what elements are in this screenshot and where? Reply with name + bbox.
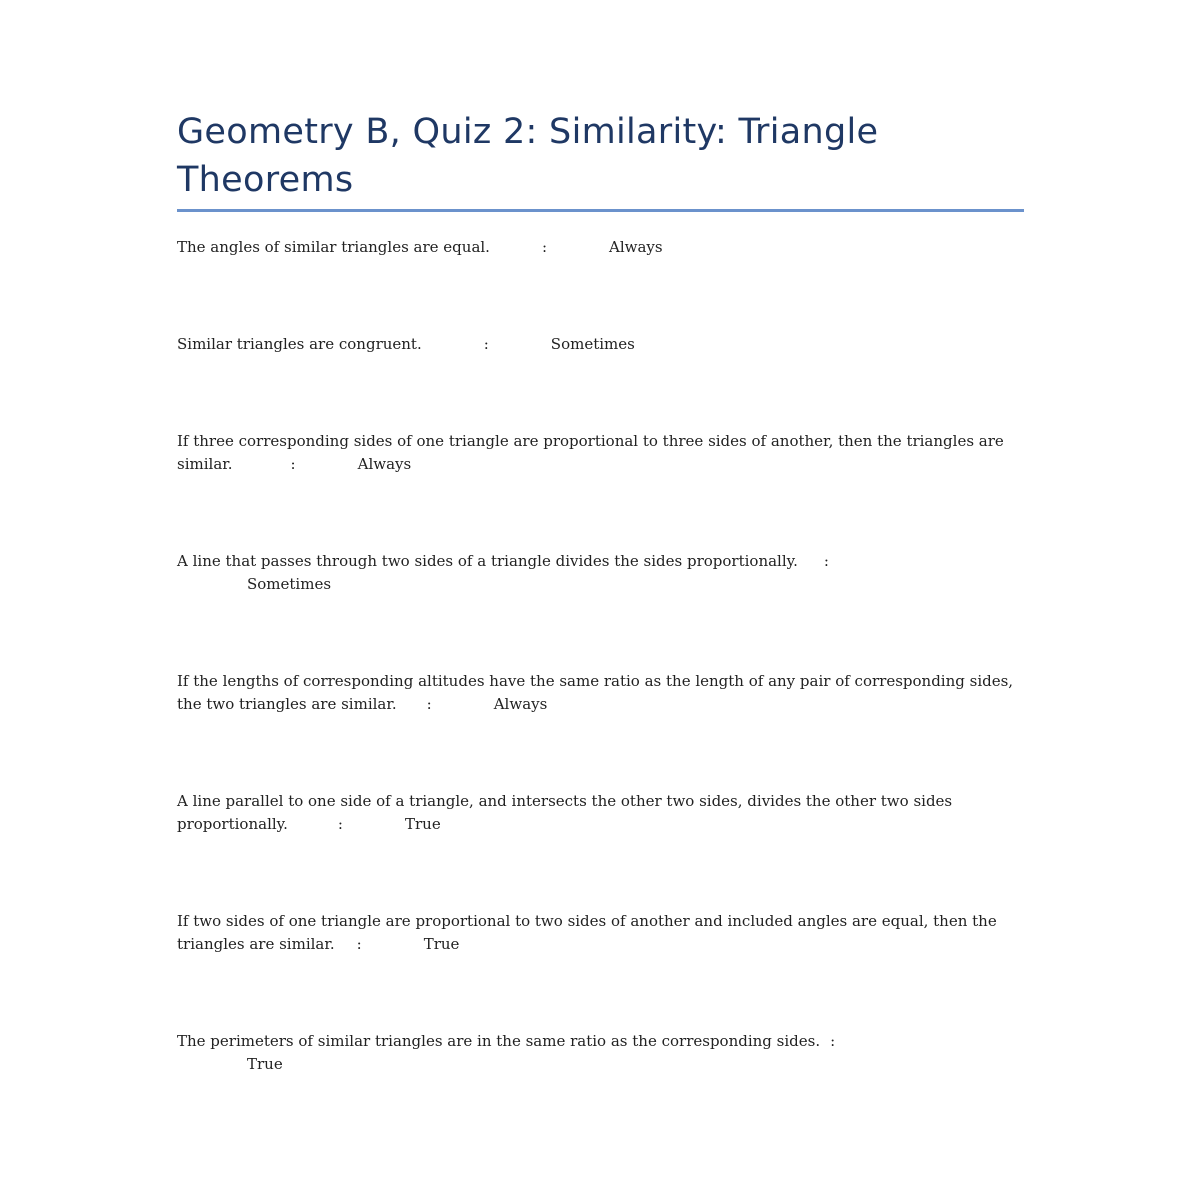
answer-text: Always bbox=[357, 455, 412, 473]
question-item bbox=[177, 1030, 1024, 1076]
page-title: Geometry B, Quiz 2: Similarity: Triangle Theorems bbox=[177, 112, 879, 200]
answer-text: Always bbox=[609, 238, 663, 256]
question-item bbox=[177, 333, 1024, 356]
answer-text: Sometimes bbox=[247, 575, 332, 593]
question-item bbox=[177, 236, 1024, 259]
question-item bbox=[177, 670, 1024, 716]
question-text: The angles of similar triangles are equal. bbox=[177, 238, 490, 256]
question-text: If the lengths of corresponding altitudes have the same ratio as the length of any pair of corresponding sides, the two triangles are similar. bbox=[177, 672, 1014, 713]
answer-separator: : bbox=[426, 695, 432, 713]
question-text: The perimeters of similar triangles are in the same ratio as the corresponding sides. bbox=[177, 1032, 821, 1050]
answer-text: Sometimes bbox=[550, 335, 635, 353]
question-item bbox=[177, 790, 1024, 836]
title-underline bbox=[177, 209, 1024, 212]
question-text: A line that passes through two sides of a triangle divides the sides proportionally. bbox=[177, 552, 798, 570]
document-page bbox=[177, 108, 1024, 1073]
answer-text: True bbox=[404, 815, 441, 833]
answer-separator: : bbox=[823, 552, 829, 570]
question-item bbox=[177, 910, 1024, 956]
answer-separator: : bbox=[337, 815, 343, 833]
answer-text: True bbox=[423, 935, 460, 953]
question-text: Similar triangles are congruent. bbox=[177, 335, 422, 353]
answer-separator: : bbox=[541, 238, 548, 256]
answer-separator: : bbox=[483, 335, 489, 353]
question-text: A line parallel to one side of a triangle, and intersects the other two sides, divides the other two sides proportionally. bbox=[177, 792, 953, 833]
answer-separator: : bbox=[356, 935, 362, 953]
question-item bbox=[177, 550, 1024, 596]
question-item bbox=[177, 430, 1024, 476]
answer-separator: : bbox=[830, 1032, 836, 1050]
question-text: If three corresponding sides of one triangle are proportional to three sides of another, then the triangles are similar. bbox=[177, 432, 1004, 473]
answer-text: Always bbox=[493, 695, 548, 713]
question-text: If two sides of one triangle are proportional to two sides of another and included angles are equal, then the triangles are similar. bbox=[177, 912, 997, 953]
answer-text: True bbox=[247, 1055, 283, 1073]
answer-separator: : bbox=[290, 455, 296, 473]
